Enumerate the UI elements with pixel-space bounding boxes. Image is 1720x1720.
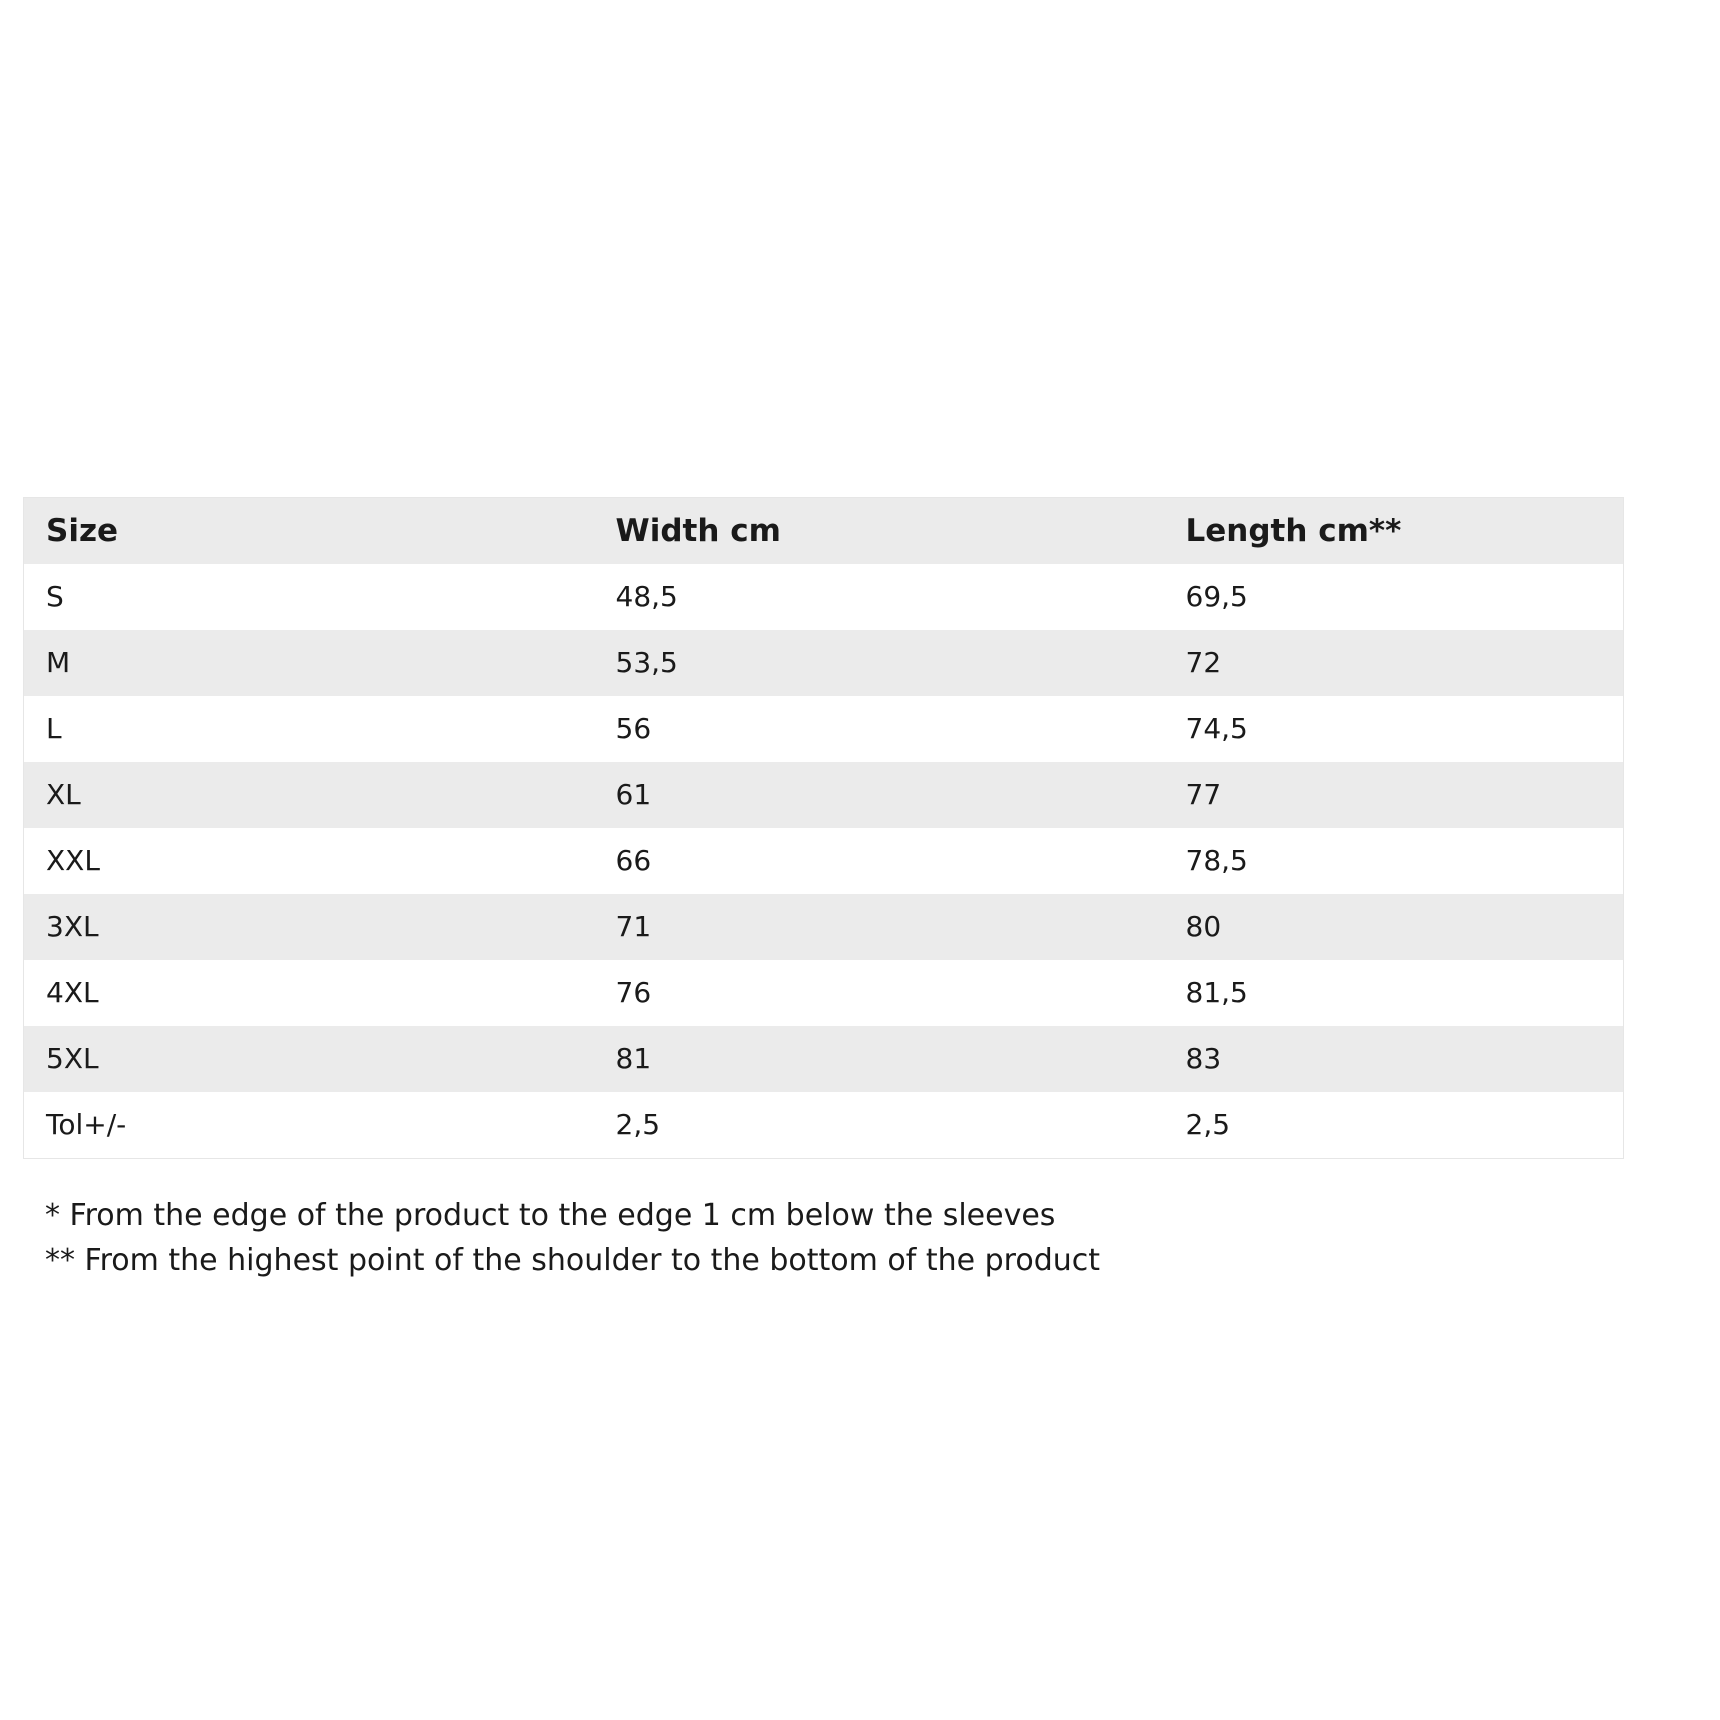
cell-width: 71 [594, 894, 1164, 960]
table-row [24, 564, 1624, 630]
table-row [24, 1026, 1624, 1092]
cell-length: 72 [1164, 630, 1624, 696]
table-row [24, 1092, 1624, 1159]
footnote-length: ** From the highest point of the shoulder to the bottom of the product [45, 1243, 1101, 1278]
cell-length: 81,5 [1164, 960, 1624, 1026]
cell-size: 5XL [24, 1026, 594, 1092]
cell-length: 78,5 [1164, 828, 1624, 894]
cell-width: 2,5 [594, 1092, 1164, 1159]
cell-width: 76 [594, 960, 1164, 1026]
cell-size: XL [24, 762, 594, 828]
header-length: Length cm** [1164, 498, 1624, 565]
cell-size: XXL [24, 828, 594, 894]
table-row [24, 696, 1624, 762]
cell-width: 66 [594, 828, 1164, 894]
cell-width: 81 [594, 1026, 1164, 1092]
header-width: Width cm [594, 498, 1164, 565]
table-header-row [24, 498, 1624, 565]
cell-length: 69,5 [1164, 564, 1624, 630]
cell-length: 83 [1164, 1026, 1624, 1092]
table-row [24, 894, 1624, 960]
cell-length: 80 [1164, 894, 1624, 960]
footnote-width: * From the edge of the product to the edge 1 cm below the sleeves [45, 1198, 1056, 1233]
table-row [24, 828, 1624, 894]
table-row [24, 630, 1624, 696]
footnotes [45, 1193, 1100, 1283]
cell-size: 4XL [24, 960, 594, 1026]
cell-size: M [24, 630, 594, 696]
cell-size: L [24, 696, 594, 762]
table-row [24, 762, 1624, 828]
cell-size: S [24, 564, 594, 630]
size-chart-table [23, 497, 1624, 1159]
cell-size: Tol+/- [24, 1092, 594, 1159]
table-row [24, 960, 1624, 1026]
cell-length: 2,5 [1164, 1092, 1624, 1159]
cell-length: 77 [1164, 762, 1624, 828]
cell-width: 61 [594, 762, 1164, 828]
cell-size: 3XL [24, 894, 594, 960]
cell-length: 74,5 [1164, 696, 1624, 762]
cell-width: 48,5 [594, 564, 1164, 630]
cell-width: 56 [594, 696, 1164, 762]
header-size: Size [24, 498, 594, 565]
cell-width: 53,5 [594, 630, 1164, 696]
